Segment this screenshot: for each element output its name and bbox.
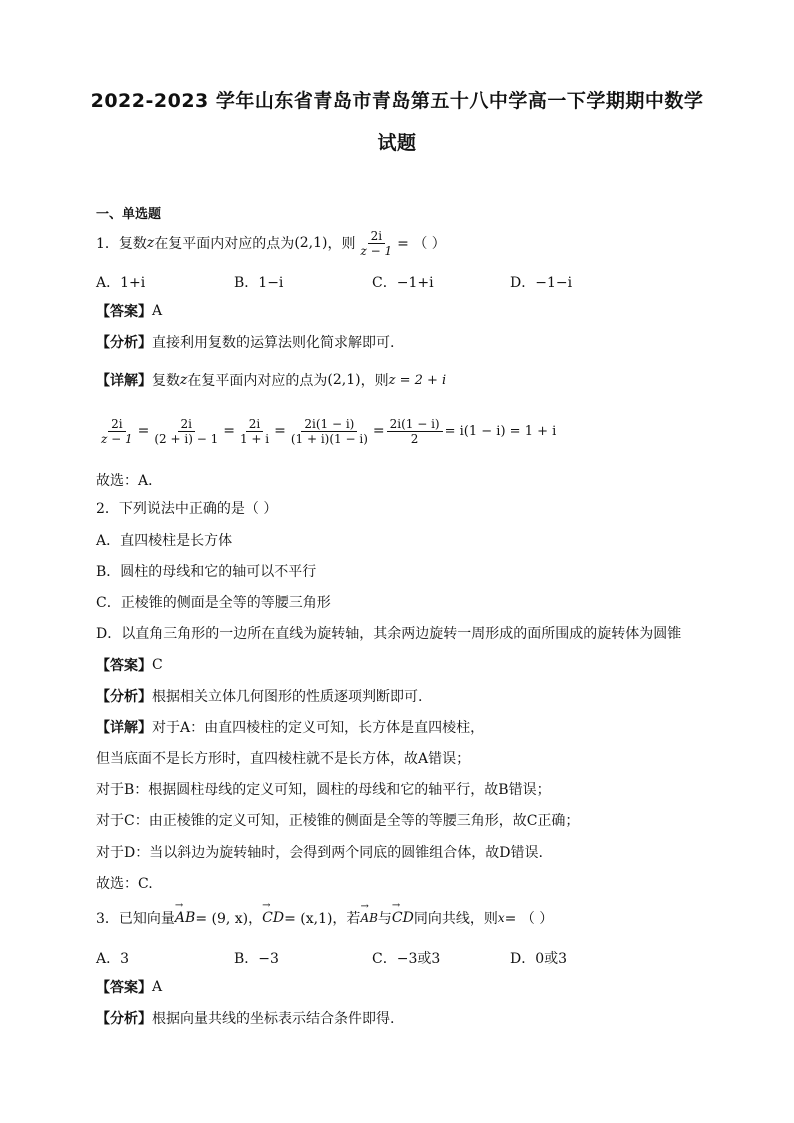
q1-eq-frac-2 xyxy=(151,417,221,446)
q1-stem-z: z xyxy=(146,235,155,251)
q2-detail-5: 对于D：当以斜边为旋转轴时，会得到两个同底的圆锥组合体，故D错误. xyxy=(96,845,543,861)
q1-eq-frac-5-num: 2i(1 − i) xyxy=(387,417,443,432)
equals-sign: = xyxy=(223,423,235,439)
q3-vector-ab-2: → AB xyxy=(360,911,377,925)
q3-stem-c: = (x,1)，若 xyxy=(284,911,361,927)
q1-detail-c: ，则 xyxy=(360,373,389,389)
q1-fraction-num: 2i xyxy=(368,229,385,244)
q3-stem-e: 同向共线，则 xyxy=(413,911,498,927)
q3-analysis-text: 根据向量共线的坐标表示结合条件即得. xyxy=(152,1011,395,1027)
q2-analysis xyxy=(96,685,422,707)
q1-eq-frac-4-den: (1 + i)(1 − i) xyxy=(290,431,368,446)
q3-option-b: B．−3 xyxy=(234,951,279,967)
q1-detail xyxy=(96,369,446,391)
q2-detail-3: 对于B：根据圆柱母线的定义可知，圆柱的母线和它的轴平行，故B错误； xyxy=(96,782,551,798)
q1-eq-frac-5-den: 2 xyxy=(410,431,419,446)
q3-answer-value: A xyxy=(152,979,163,995)
q1-eq-frac-3 xyxy=(237,417,272,446)
q3-vector-cd: → CD xyxy=(262,910,284,926)
q1-detail-z: z xyxy=(180,372,188,388)
q3-stem-x: x xyxy=(497,911,505,925)
q1-eq-frac-4 xyxy=(288,417,371,446)
q3-answer-tag: 【答案】 xyxy=(96,980,152,996)
q1-eq-frac-1-den: z − 1 xyxy=(101,431,133,446)
q1-stem-b: 在复平面内对应的点为 xyxy=(154,236,295,252)
q1-stem-point: (2,1) xyxy=(294,235,328,251)
q1-option-d: D．−1−i xyxy=(510,275,573,291)
q1-answer-tag: 【答案】 xyxy=(96,304,152,320)
equals-sign: = xyxy=(137,423,150,439)
q1-option-a: A．1+i xyxy=(96,275,146,291)
q2-detail-text-1: 对于A：由直四棱柱的定义可知，长方体是直四棱柱， xyxy=(152,720,485,736)
q2-detail-4: 对于C：由正棱锥的定义可知，正棱锥的侧面是全等的等腰三角形，故C正确； xyxy=(96,813,580,829)
q3-stem-f: = （ ） xyxy=(504,911,554,927)
q1-analysis-text: 直接利用复数的运算法则化简求解即可. xyxy=(152,335,395,351)
q1-option-b: B．1−i xyxy=(234,275,284,291)
q2-detail-2: 但当底面不是长方形时，直四棱柱就不是长方体，故A错误； xyxy=(96,751,471,767)
q1-analysis xyxy=(96,331,394,353)
q2-analysis-tag: 【分析】 xyxy=(96,689,152,705)
q2-answer-value: C xyxy=(152,657,163,673)
section-heading: 一、单选题 xyxy=(96,206,162,222)
q3-stem-b: = (9, x)， xyxy=(195,911,263,927)
q2-answer-tag: 【答案】 xyxy=(96,658,152,674)
q1-eq-frac-2-num: 2i xyxy=(178,417,195,432)
q3-option-c: C．−3或3 xyxy=(372,951,441,967)
q1-eq-frac-4-num: 2i(1 − i) xyxy=(301,417,357,432)
q3-option-a: A．3 xyxy=(96,951,130,967)
q3-stem-d: 与 xyxy=(377,911,392,927)
title-line-1: 2022-2023 学年山东省青岛市青岛第五十八中学高一下学期期中数学 xyxy=(90,90,704,112)
q1-eq-frac-3-num: 2i xyxy=(246,417,263,432)
q2-answer xyxy=(96,654,163,676)
q3-option-d: D．0或3 xyxy=(510,951,568,967)
q2-detail-tag: 【详解】 xyxy=(96,720,152,736)
q1-detail-equation: z = 2 + i xyxy=(388,372,447,388)
q1-detail-tag: 【详解】 xyxy=(96,373,152,389)
q2-stem: 2．下列说法中正确的是（ ） xyxy=(96,501,278,517)
equals-sign: = xyxy=(372,423,385,439)
q3-vector-cd-2: → CD xyxy=(392,910,414,926)
q1-fraction xyxy=(358,229,396,258)
q1-equation-chain xyxy=(96,414,556,448)
q1-answer xyxy=(96,300,162,322)
q2-option-c: C．正棱锥的侧面是全等的等腰三角形 xyxy=(96,595,331,611)
q1-stem xyxy=(96,228,446,258)
q1-eq-frac-5 xyxy=(387,417,443,446)
q2-option-a: A．直四棱柱是长方体 xyxy=(96,533,233,549)
q1-detail-a: 复数 xyxy=(152,373,180,389)
q2-option-b: B．圆柱的母线和它的轴可以不平行 xyxy=(96,564,317,580)
q1-answer-value: A xyxy=(152,303,163,319)
q3-vector-ab: → AB xyxy=(175,910,195,926)
q3-analysis xyxy=(96,1007,394,1029)
q3-stem-a: 3．已知向量 xyxy=(96,911,175,927)
q1-eq-frac-1 xyxy=(98,417,136,446)
q1-choose: 故选：A． xyxy=(96,473,163,489)
q1-stem-a: 1．复数 xyxy=(96,236,147,252)
q1-stem-c: ，则 xyxy=(327,236,356,252)
q2-detail-1 xyxy=(96,716,484,738)
title-line-2: 试题 xyxy=(377,132,417,154)
q1-detail-point: (2,1) xyxy=(327,372,361,388)
q1-detail-b: 在复平面内对应的点为 xyxy=(187,373,328,389)
q1-eq-frac-1-num: 2i xyxy=(108,417,125,432)
q1-eq-frac-2-den: (2 + i) − 1 xyxy=(154,431,219,446)
q1-eq-frac-3-den: 1 + i xyxy=(239,431,270,446)
q2-analysis-text: 根据相关立体几何图形的性质逐项判断即可. xyxy=(152,689,423,705)
q2-choose: 故选：C. xyxy=(96,876,153,892)
q3-stem xyxy=(96,907,553,929)
q1-eq-tail: = i(1 − i) = 1 + i xyxy=(444,423,557,439)
q2-option-d: D．以直角三角形的一边所在直线为旋转轴，其余两边旋转一周形成的面所围成的旋转体为圆锥 xyxy=(96,626,682,642)
q1-fraction-den: z − 1 xyxy=(360,243,393,258)
equals-sign: = xyxy=(274,423,286,439)
q3-answer xyxy=(96,976,162,998)
q1-stem-d: = （ ） xyxy=(397,236,446,252)
q1-option-c: C．−1+i xyxy=(372,275,434,291)
q1-analysis-tag: 【分析】 xyxy=(96,335,152,351)
q3-analysis-tag: 【分析】 xyxy=(96,1011,152,1027)
